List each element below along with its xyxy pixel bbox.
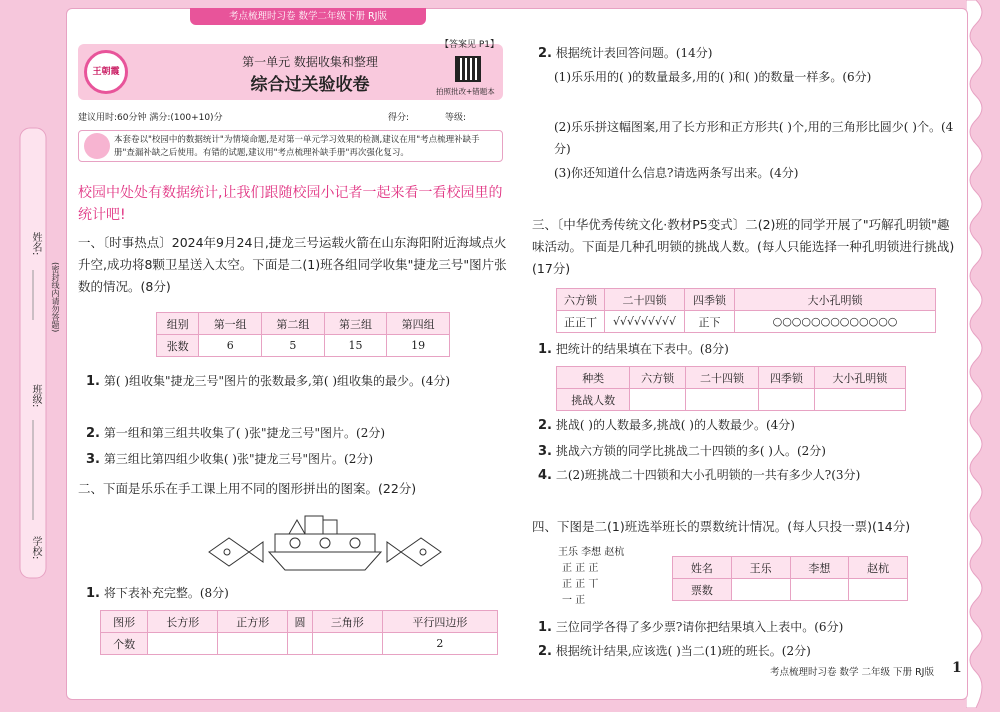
table-cell: 二十四锁 xyxy=(685,367,758,389)
q3-tally-table xyxy=(556,288,936,333)
q1-sub1 xyxy=(86,370,506,393)
table-header-row xyxy=(673,557,908,579)
table-cell: 六方锁 xyxy=(557,289,605,311)
table-cell: 大小孔明锁 xyxy=(814,367,905,389)
q2-table xyxy=(100,610,498,655)
sub-text: 第三组比第四组少收集( )张"捷龙三号"图片。(2分) xyxy=(103,452,374,466)
table-cell: 第三组 xyxy=(324,313,387,335)
q4-table xyxy=(672,556,908,601)
qr-code-icon[interactable] xyxy=(455,56,481,82)
table-cell: 种类 xyxy=(557,367,630,389)
sub-number: 1. xyxy=(538,620,552,635)
brand-logo: 王朝霞 xyxy=(84,50,128,94)
table-row xyxy=(557,389,906,411)
page-number: 1 xyxy=(952,660,962,676)
table-cell: 6 xyxy=(199,335,262,357)
table-cell: 四季锁 xyxy=(759,367,814,389)
tally-names: 王乐 李想 赵杭 xyxy=(558,547,625,558)
q2-stem: 二、下面是乐乐在手工课上用不同的图形拼出的图案。(22分) xyxy=(78,481,417,496)
table-cell: ○○○○○○○○○○○○○ xyxy=(735,311,936,333)
tally-line: 正 正 丅 xyxy=(562,579,599,590)
table-cell: 正方形 xyxy=(218,611,288,633)
q3-sub2 xyxy=(538,414,958,437)
sub-text: 三位同学各得了多少票?请你把结果填入上表中。(6分) xyxy=(555,620,844,634)
sub-number: 2. xyxy=(538,418,552,433)
score-field: 得分: xyxy=(388,113,410,123)
table-cell: 挑战人数 xyxy=(557,389,630,411)
sub-text: 根据统计表回答问题。(14分) xyxy=(555,46,713,60)
q3-sub3 xyxy=(538,440,958,463)
q1-sub3 xyxy=(86,448,506,471)
q3-sub1 xyxy=(538,338,958,361)
q3-sub4 xyxy=(538,464,958,487)
answer-cell[interactable] xyxy=(148,633,218,655)
table-header-row xyxy=(557,289,936,311)
page-footer: 考点梳理时习卷 数学 二年级 下册 RJ版 xyxy=(770,667,934,678)
sub-text: 第( )组收集"捷龙三号"图片的张数最多,第( )组收集的最少。(4分) xyxy=(103,374,451,388)
series-banner: 考点梳理时习卷 数学二年级下册 RJ版 xyxy=(190,8,426,25)
class-label: 班级: xyxy=(30,384,41,408)
q3-stem: 三、〔中华优秀传统文化·教材P5变式〕二(2)班的同学开展了"巧解孔明锁"趣味活动。下面是几种孔明锁的挑战人数。(每人只能选择一种孔明锁进行挑战)(17分) xyxy=(532,217,955,276)
sub-text: 第一组和第三组共收集了( )张"捷龙三号"图片。(2分) xyxy=(103,426,386,440)
table-cell: 2 xyxy=(382,633,497,655)
shape-pattern-figure xyxy=(205,512,445,574)
table-cell: 四季锁 xyxy=(685,289,735,311)
table-row xyxy=(157,335,450,357)
tally-line: 一 正 xyxy=(562,595,586,606)
table-cell: 三角形 xyxy=(312,611,382,633)
sub-number: 1. xyxy=(86,586,100,601)
mascot-icon xyxy=(84,133,110,159)
table-cell: 第二组 xyxy=(262,313,325,335)
q2-sub1 xyxy=(86,582,506,605)
table-header-row xyxy=(157,313,450,335)
table-cell: 正正丅 xyxy=(557,311,605,333)
sub-number: 3. xyxy=(538,444,552,459)
q4-stem: 四、下图是二(1)班选举班长的票数统计情况。(每人只投一票)(14分) xyxy=(532,519,911,534)
table-cell: √√√√√√√√√ xyxy=(605,311,685,333)
table-cell: 组别 xyxy=(157,313,199,335)
table-cell: 个数 xyxy=(101,633,148,655)
wavy-border-right xyxy=(966,0,1000,708)
answer-cell[interactable] xyxy=(218,633,288,655)
answer-cell[interactable] xyxy=(685,389,758,411)
table-cell: 平行四边形 xyxy=(382,611,497,633)
answer-cell[interactable] xyxy=(288,633,313,655)
table-cell: 第四组 xyxy=(387,313,450,335)
table-cell: 二十四锁 xyxy=(605,289,685,311)
q1-sub2 xyxy=(86,422,506,445)
q1-stem: 一、〔时事热点〕2024年9月24日,捷龙三号运载火箭在山东海阳附近海域点火升空,成功将8颗卫星送入太空。下面是二(1)班各组同学收集"捷龙三号"图片张数的情况。(8分) xyxy=(78,235,507,294)
sub-text: 根据统计结果,应该选( )当二(1)班的班长。(2分) xyxy=(555,644,811,658)
sub-text: 将下表补充完整。(8分) xyxy=(103,586,229,600)
answer-cell[interactable] xyxy=(759,389,814,411)
sub-number: 2. xyxy=(538,644,552,659)
sub-text: 把统计的结果填在下表中。(8分) xyxy=(555,342,729,356)
table-cell: 圆 xyxy=(288,611,313,633)
table-cell: 图形 xyxy=(101,611,148,633)
table-cell: 王乐 xyxy=(731,557,790,579)
table-cell: 姓名 xyxy=(673,557,732,579)
tally-line: 正 正 正 xyxy=(562,563,599,574)
table-cell: 大小孔明锁 xyxy=(735,289,936,311)
q2-sub2a: (1)乐乐用的( )的数量最多,用的( )和( )的数量一样多。(6分) xyxy=(554,70,872,84)
q2-sub2b: (2)乐乐拼这幅图案,用了长方形和正方形共( )个,用的三角形比圆少( )个。(4分) xyxy=(554,120,954,156)
intro-text: 校园中处处有数据统计,让我们跟随校园小记者一起来看一看校园里的统计吧! xyxy=(78,185,503,223)
sub-text: 挑战( )的人数最多,挑战( )的人数最少。(4分) xyxy=(555,418,795,432)
table-cell: 第一组 xyxy=(199,313,262,335)
table-cell: 赵杭 xyxy=(849,557,908,579)
table-row xyxy=(101,633,498,655)
binding-decoration xyxy=(0,0,66,708)
binding-strip xyxy=(0,0,66,708)
answer-reference: 【答案见 P1】 xyxy=(440,40,500,50)
table-cell: 正下 xyxy=(685,311,735,333)
school-label: 学校: xyxy=(30,536,41,560)
table-row xyxy=(673,579,908,601)
answer-cell[interactable] xyxy=(790,579,849,601)
table-cell: 张数 xyxy=(157,335,199,357)
grade-field: 等级: xyxy=(445,113,467,123)
qr-caption: 拍照批改+错题本 xyxy=(436,87,495,96)
table-cell: 19 xyxy=(387,335,450,357)
table-cell: 六方锁 xyxy=(630,367,685,389)
sub-text: 二(2)班挑战二十四锁和大小孔明锁的一共有多少人?(3分) xyxy=(555,468,861,482)
table-header-row xyxy=(557,367,906,389)
seal-note: (密封线内请勿答题) xyxy=(51,262,60,333)
answer-cell[interactable] xyxy=(630,389,685,411)
answer-cell[interactable] xyxy=(312,633,382,655)
page-title: 综合过关验收卷 xyxy=(250,75,370,95)
table-cell: 李想 xyxy=(790,557,849,579)
sub-text: 挑战六方锁的同学比挑战二十四锁的多( )人。(2分) xyxy=(555,444,826,458)
sub-number: 3. xyxy=(86,452,100,467)
unit-title: 第一单元 数据收集和整理 xyxy=(242,55,378,69)
time-score-info: 建议用时:60分钟 满分:(100+10)分 xyxy=(78,113,223,123)
exam-meta xyxy=(78,110,503,123)
answer-cell[interactable] xyxy=(849,579,908,601)
q4-sub2 xyxy=(538,640,958,663)
q2-sub2c: (3)你还知道什么信息?请选两条写出来。(4分) xyxy=(554,166,799,180)
sub-number: 2. xyxy=(538,46,552,61)
q1-table xyxy=(156,312,450,357)
answer-cell[interactable] xyxy=(731,579,790,601)
sub-number: 1. xyxy=(86,374,100,389)
note-text: 本套卷以"校园中的数据统计"为情境命题,是对第一单元学习效果的检测,建议在用"考点梳理补缺手册"查漏补缺之后使用。有错的试题,建议用"考点梳理补缺手册"再次强化复习。 xyxy=(114,135,480,158)
q4-sub1 xyxy=(538,616,958,639)
table-row xyxy=(557,311,936,333)
sub-number: 4. xyxy=(538,468,552,483)
sub-number: 2. xyxy=(86,426,100,441)
q2-sub2 xyxy=(538,42,958,65)
answer-cell[interactable] xyxy=(814,389,905,411)
table-cell: 长方形 xyxy=(148,611,218,633)
sub-number: 1. xyxy=(538,342,552,357)
table-header-row xyxy=(101,611,498,633)
q3-result-table xyxy=(556,366,906,411)
table-cell: 票数 xyxy=(673,579,732,601)
name-label: 姓名: xyxy=(30,232,41,256)
table-cell: 15 xyxy=(324,335,387,357)
table-cell: 5 xyxy=(262,335,325,357)
